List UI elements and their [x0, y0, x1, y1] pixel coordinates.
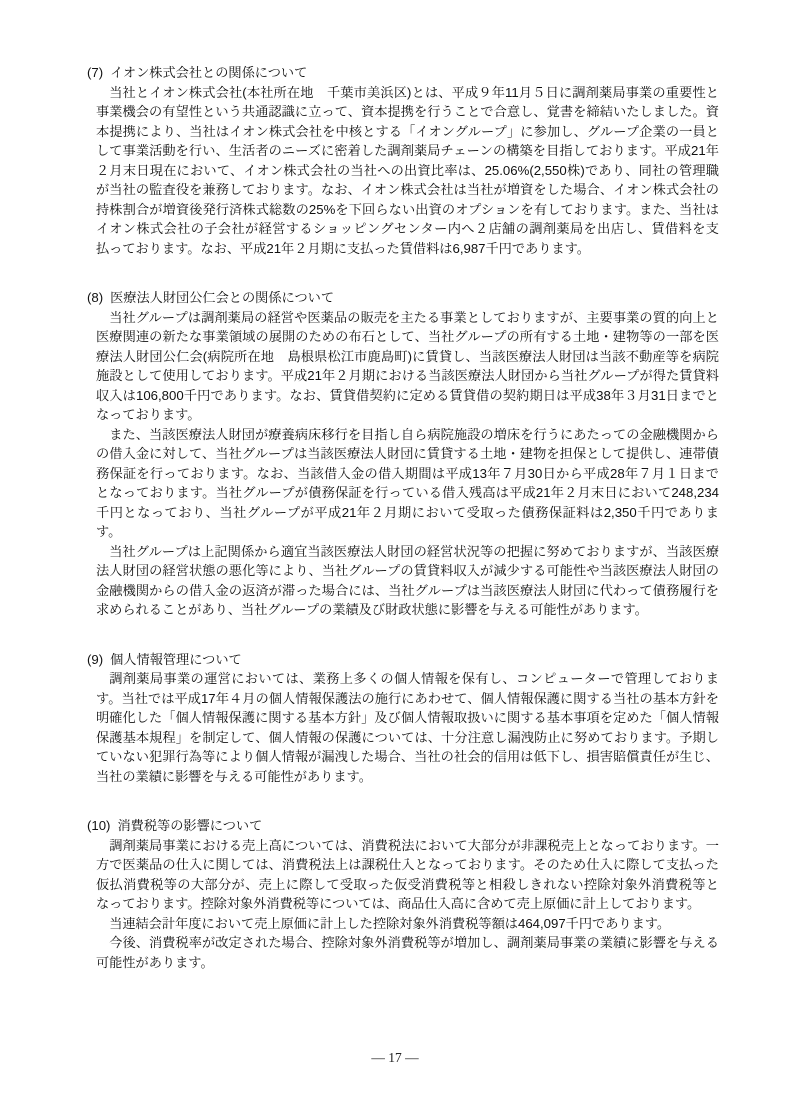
section-number: (8) — [87, 290, 104, 305]
section-heading — [87, 63, 719, 83]
document-content — [87, 63, 719, 972]
paragraph: 当社とイオン株式会社(本社所在地 千葉市美浜区)とは、平成９年11月５日に調剤薬局事業の重要性と事業機会の有望性という共通認識に立って、資本提携を行うことで合意し、覚書を締結いたしました。資本提携により、当社はイオン株式会社を中核とする「イオングループ」に参加し、グループ企業の一員として事業活動を行い、生活者のニーズに密着した調剤薬局チェーンの構築を目指しております。平成21年２月末日現在において、イオン株式会社の当社への出資比率は、25.06%(2,550株)であり、同社の管理職が当社の監査役を兼務しております。なお、イオン株式会社は当社が増資をした場合、イオン株式会社の持株割合が増資後発行済株式総数の25%を下回らない出資のオプションを有しております。また、当社はイオン株式会社の子会社が経営するショッピングセンター内へ２店舗の調剤薬局を出店し、賃借料を支払っております。なお、平成21年２月期に支払った賃借料は6,987千円であります。 — [96, 84, 719, 256]
paragraph: また、当該医療法人財団が療養病床移行を目指し自ら病院施設の増床を行うにあたっての金融機関からの借入金に対して、当社グループは当該医療法人財団に賃貸する土地・建物を担保として提供し、連帯債務保証を行っております。なお、当該借入金の借入期間は平成13年７月30日から平成28年７月１日までとなっております。当社グループが債務保証を行っている借入残高は平成21年２月末日において248,234千円となっており、当社グループが平成21年２月期において受取った債務保証料は2,350千円であります。 — [96, 426, 719, 539]
section-number: (10) — [87, 818, 111, 833]
section-heading — [87, 288, 719, 308]
paragraph: 調剤薬局事業の運営においては、業務上多くの個人情報を保有し、コンピューターで管理しております。当社では平成17年４月の個人情報保護法の施行にあわせて、個人情報保護に関する当社の基本方針を明確化した「個人情報保護に関する基本方針」及び個人情報取扱いに関する基本事項を定めた「個人情報保護基本規程」を制定して、個人情報の保護については、十分注意し漏洩防止に努めております。予期していない犯罪行為等により個人情報が漏洩した場合、当社の社会的信用は低下し、損害賠償責任が生じ、当社の業績に影響を与える可能性があります。 — [96, 671, 719, 784]
paragraph: 調剤薬局事業における売上高については、消費税法において大部分が非課税売上となっております。一方で医薬品の仕入に関しては、消費税法上は課税仕入となっております。そのため仕入に際して支払った仮払消費税等の大部分が、売上に際して受取った仮受消費税等と相殺しきれない控除対象外消費税等となっております。控除対象外消費税等については、商品仕入高に含めて売上原価に計上しております。 — [96, 837, 719, 911]
page-footer — [0, 1050, 790, 1066]
section-title: 消費税等の影響について — [117, 818, 263, 833]
section-body — [96, 669, 719, 786]
section-9 — [87, 650, 719, 787]
section-title: 医療法人財団公仁会との関係について — [110, 290, 335, 305]
section-heading — [87, 650, 719, 670]
section-number: (9) — [87, 651, 104, 667]
section-7 — [87, 63, 719, 258]
section-body — [96, 308, 719, 620]
section-number: (7) — [87, 65, 104, 80]
section-body — [96, 836, 719, 973]
section-body — [96, 83, 719, 259]
page-number: — 17 — — [371, 1050, 419, 1065]
paragraph: 当連結会計年度において売上原価に計上した控除対象外消費税等額は464,097千円であります。 — [109, 915, 671, 931]
section-title: 個人情報管理について — [110, 651, 242, 667]
paragraph: 当社グループは上記関係から適宜当該医療法人財団の経営状況等の把握に努めておりますが、当該医療法人財団の経営状態の悪化等により、当社グループの賃貸料収入が減少する可能性や当該医療法人財団の金融機関からの借入金の返済が滞った場合には、当社グループは当該医療法人財団に代わって債務履行を求められることがあり、当社グループの業績及び財政状態に影響を与える可能性があります。 — [96, 543, 719, 617]
paragraph: 今後、消費税率が改定された場合、控除対象外消費税等が増加し、調剤薬局事業の業績に影響を与える可能性があります。 — [96, 935, 719, 970]
section-10 — [87, 816, 719, 972]
section-heading — [87, 816, 719, 836]
section-8 — [87, 288, 719, 620]
paragraph: 当社グループは調剤薬局の経営や医薬品の販売を主たる事業としておりますが、主要事業の質的向上と医療関連の新たな事業領域の展開のための布石として、当社グループの所有する土地・建物等の一部を医療法人財団公仁会(病院所在地 島根県松江市鹿島町)に賃貸し、当該医療法人財団は当該不動産等を病院施設として使用しております。平成21年２月期における当該医療法人財団から当社グループが得た賃貸料収入は106,800千円であります。なお、賃貸借契約に定める賃貸借の契約期日は平成38年３月31日までとなっております。 — [96, 309, 719, 422]
section-title: イオン株式会社との関係について — [110, 65, 308, 80]
